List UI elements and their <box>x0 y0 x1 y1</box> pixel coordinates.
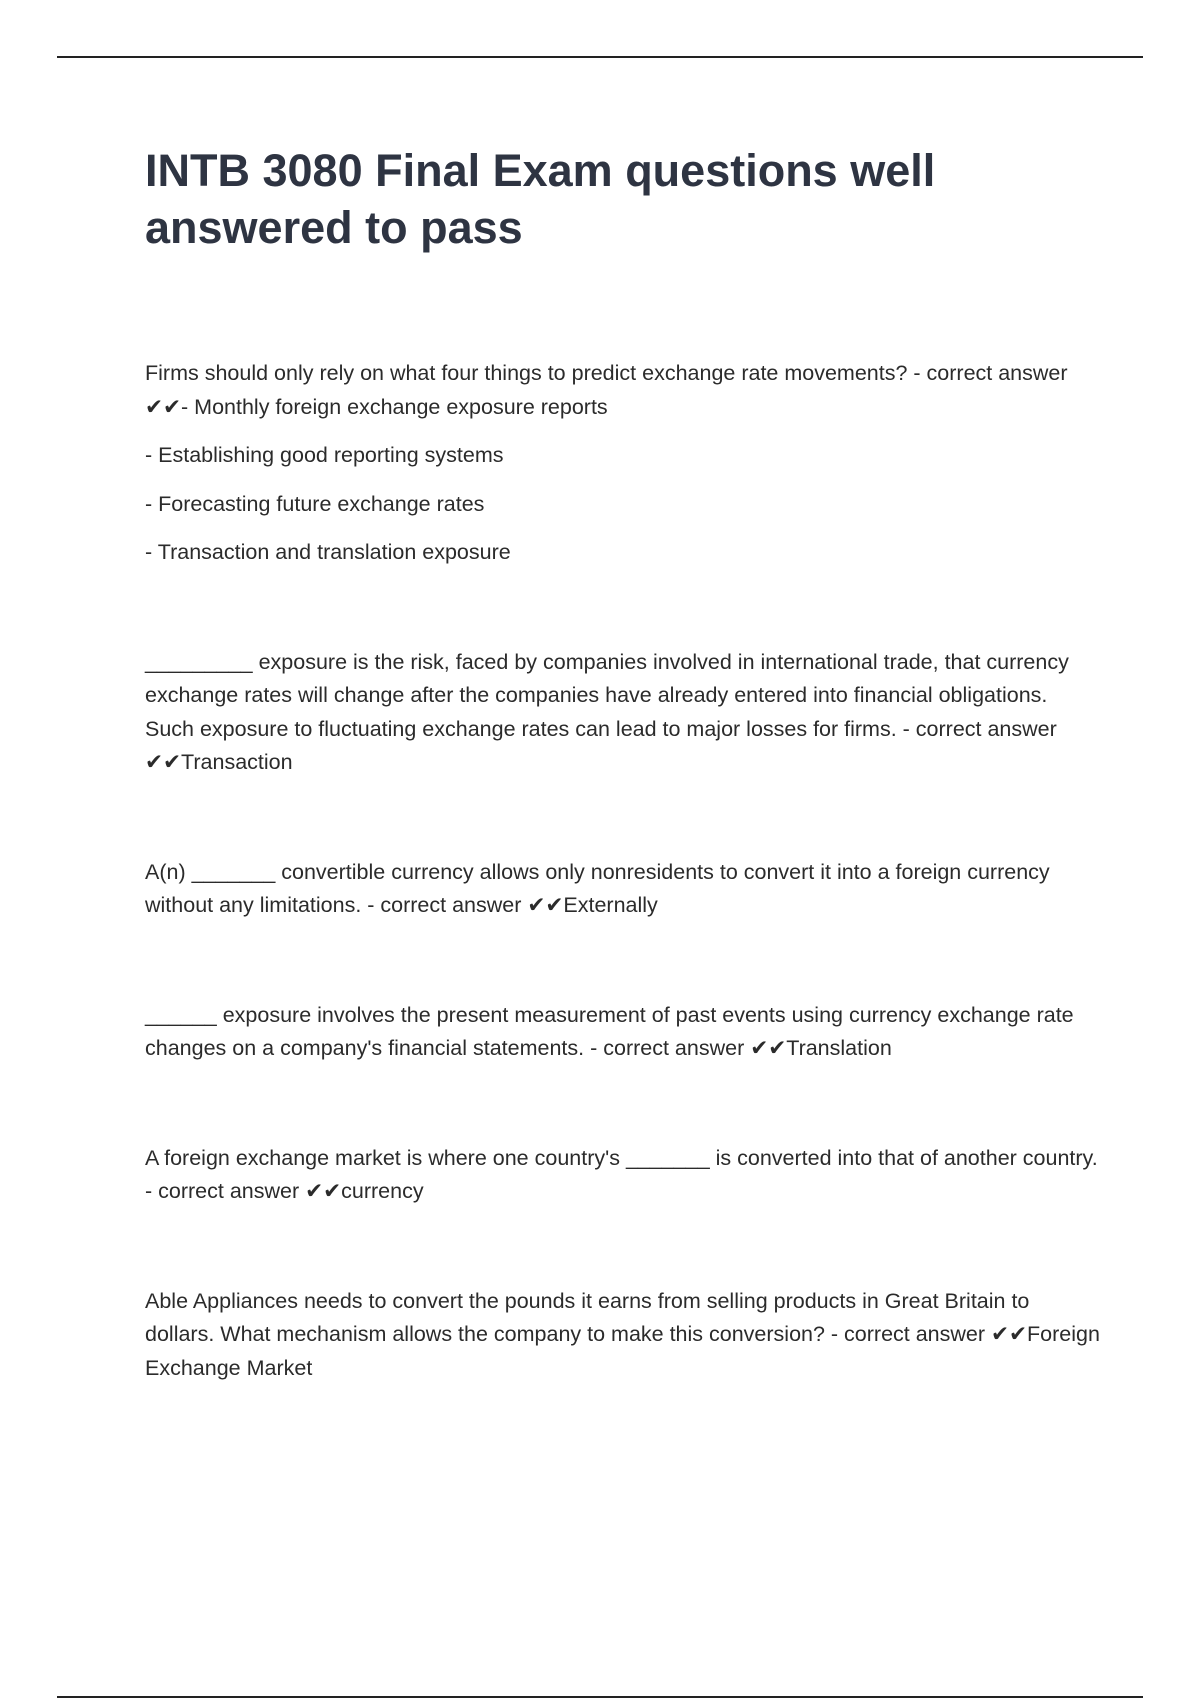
question-text: ______ exposure involves the present measurement of past events using currency exchange rate changes on a company's financial statements. - correct answer ✔✔Translation <box>145 1002 1074 1060</box>
question-block <box>145 999 1100 1066</box>
answer-list-item: - Transaction and translation exposure <box>145 540 511 564</box>
answer-list-item: - Establishing good reporting systems <box>145 443 504 467</box>
question-block <box>145 646 1100 780</box>
document-title: INTB 3080 Final Exam questions well answered to pass <box>145 145 936 253</box>
question-text: A foreign exchange market is where one country's _______ is converted into that of another country. - correct answer ✔✔currency <box>145 1145 1098 1203</box>
question-list <box>145 357 1100 1385</box>
question-block <box>145 1285 1100 1386</box>
question-text: Able Appliances needs to convert the pounds it earns from selling products in Great Britain to dollars. What mechanism allows the company to make this conversion? - correct answer ✔✔Foreign Exchange Market <box>145 1288 1100 1380</box>
question-block <box>145 1142 1100 1209</box>
question-block <box>145 357 1100 570</box>
document-body <box>145 142 1100 1461</box>
question-text: _________ exposure is the risk, faced by companies involved in international trade, that currency exchange rates will change after the companies have already entered into financial obligations. Such exposure to fluctuating exchange rates can lead to major losses for firms. - correct answer ✔✔Transaction <box>145 649 1069 774</box>
question-text: A(n) _______ convertible currency allows only nonresidents to convert it into a foreign currency without any limitations. - correct answer ✔✔Externally <box>145 859 1050 917</box>
question-text: Firms should only rely on what four things to predict exchange rate movements? - correct answer ✔✔- Monthly foreign exchange exposure reports <box>145 361 1068 419</box>
answer-list-item: - Forecasting future exchange rates <box>145 491 485 516</box>
footer-rule <box>57 1696 1143 1698</box>
question-block <box>145 856 1100 923</box>
header-rule <box>57 56 1143 58</box>
